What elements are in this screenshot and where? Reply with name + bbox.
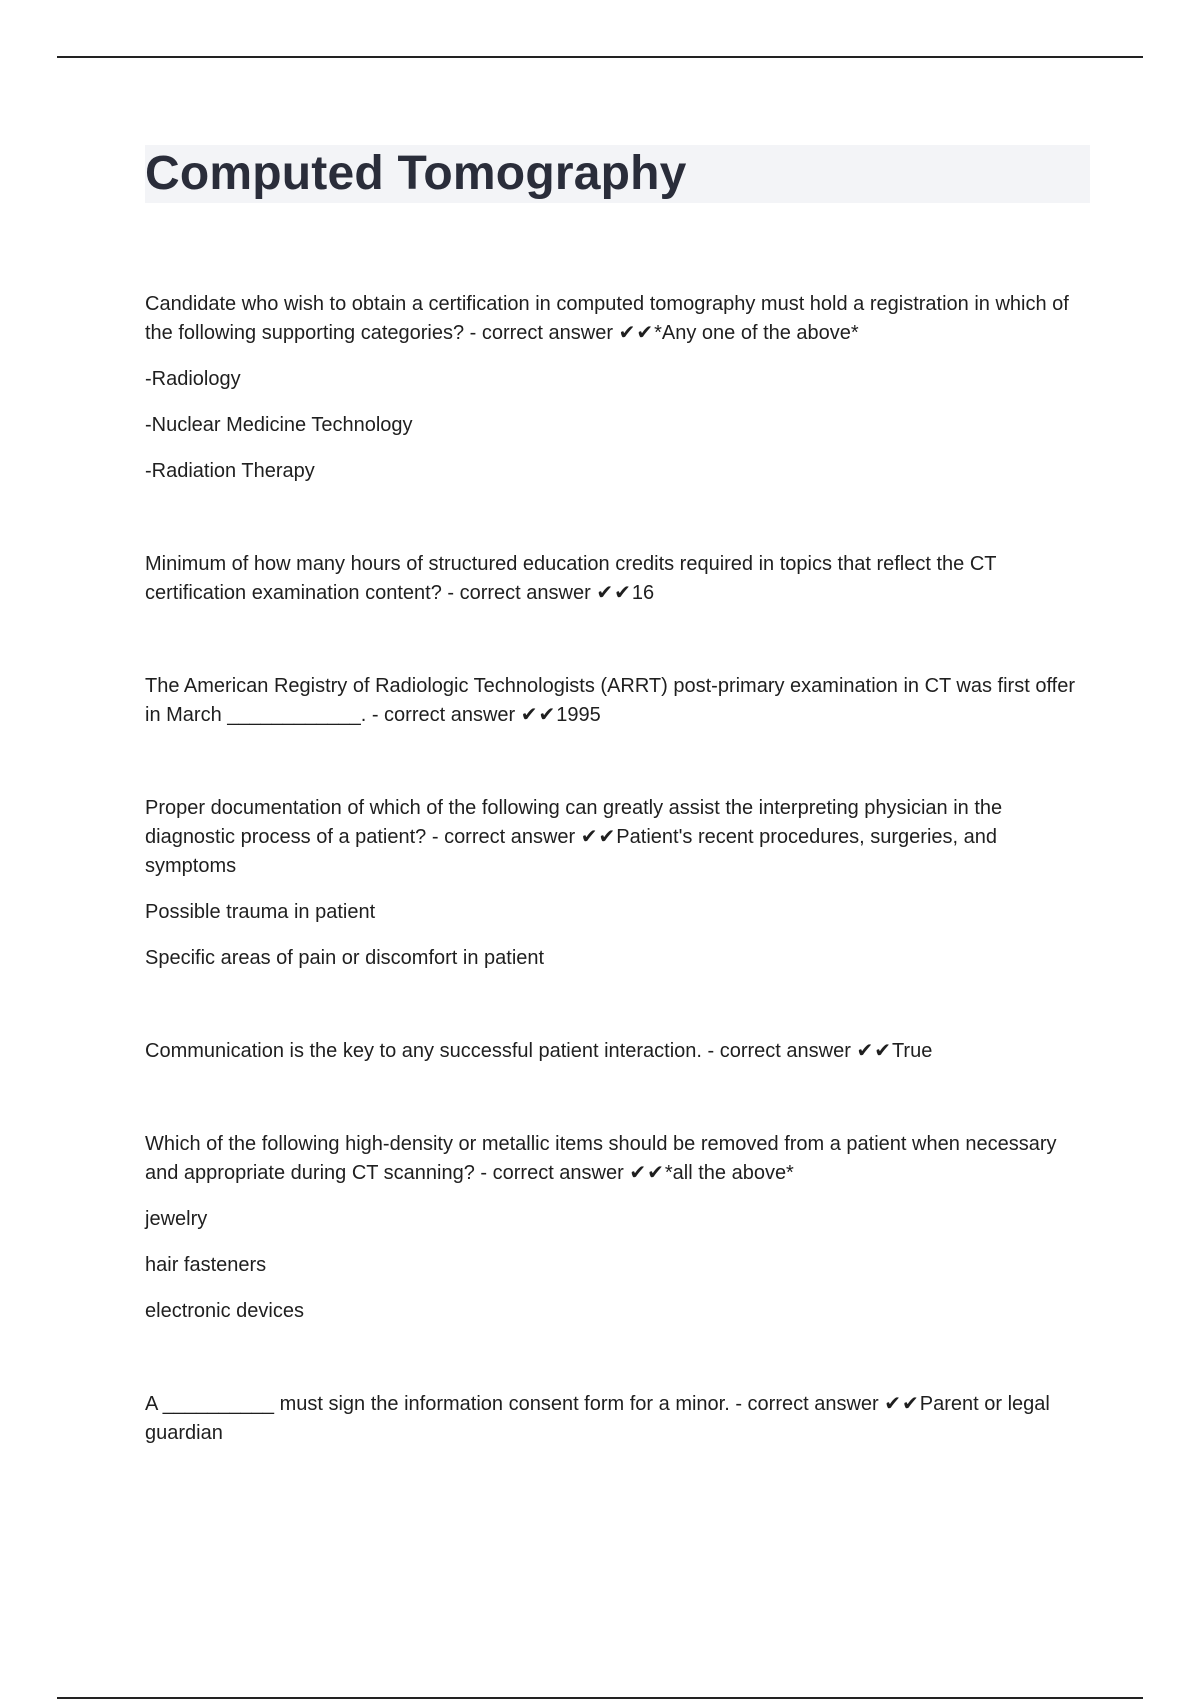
answer-detail: -Radiology bbox=[145, 368, 241, 390]
question: Minimum of how many hours of structured education credits required in topics that reflect the CT certification examination content? - correct answer bbox=[145, 553, 997, 604]
question-text bbox=[145, 1037, 1090, 1066]
answer-detail: -Radiation Therapy bbox=[145, 460, 315, 482]
qa-item bbox=[145, 550, 1090, 608]
answer-detail: Specific areas of pain or discomfort in patient bbox=[145, 947, 545, 969]
qa-item bbox=[145, 1037, 1090, 1066]
question: The American Registry of Radiologic Technologists (ARRT) post-primary examination in CT was first offer in March ____________. - correct answer bbox=[145, 675, 1075, 726]
answer-detail: Possible trauma in patient bbox=[145, 901, 376, 923]
qa-item bbox=[145, 672, 1090, 730]
question-text bbox=[145, 550, 1090, 608]
answer: Parent or legal guardian bbox=[145, 1393, 1050, 1444]
answer-detail: hair fasteners bbox=[145, 1254, 267, 1276]
checkmark-icon: ✔✔ bbox=[629, 1162, 665, 1184]
qa-item bbox=[145, 1390, 1090, 1448]
answer: *all the above* bbox=[664, 1162, 794, 1184]
checkmark-icon: ✔✔ bbox=[580, 826, 617, 848]
checkmark-icon: ✔✔ bbox=[520, 704, 557, 726]
bottom-rule bbox=[57, 1697, 1143, 1699]
answer: True bbox=[891, 1040, 933, 1062]
checkmark-icon: ✔✔ bbox=[618, 322, 655, 344]
checkmark-icon: ✔✔ bbox=[856, 1040, 892, 1062]
answer: Patient's recent procedures, surgeries, and symptoms bbox=[145, 826, 997, 877]
answer: 16 bbox=[631, 582, 655, 604]
answer-detail: electronic devices bbox=[145, 1300, 304, 1322]
question-text bbox=[145, 1130, 1090, 1188]
question-text bbox=[145, 290, 1090, 348]
answer-detail: jewelry bbox=[145, 1208, 208, 1230]
top-rule bbox=[57, 56, 1143, 58]
checkmark-icon: ✔✔ bbox=[596, 582, 632, 604]
question: Communication is the key to any successful patient interaction. - correct answer bbox=[145, 1040, 851, 1062]
question: Which of the following high-density or metallic items should be removed from a patient when necessary and appropriate during CT scanning? - correct answer bbox=[145, 1133, 1057, 1184]
qa-item bbox=[145, 290, 1090, 486]
qa-item bbox=[145, 1130, 1090, 1326]
qa-list bbox=[145, 290, 1090, 1512]
question-text bbox=[145, 794, 1090, 881]
question-text bbox=[145, 1390, 1090, 1448]
answer: *Any one of the above* bbox=[654, 322, 859, 344]
answer-detail: -Nuclear Medicine Technology bbox=[145, 414, 413, 436]
question-text bbox=[145, 672, 1090, 730]
question: Proper documentation of which of the following can greatly assist the interpreting physician in the diagnostic process of a patient? - correct answer bbox=[145, 797, 1003, 848]
checkmark-icon: ✔✔ bbox=[884, 1393, 920, 1415]
answer: 1995 bbox=[556, 704, 601, 726]
page-title: Computed Tomography bbox=[145, 147, 687, 200]
question: Candidate who wish to obtain a certification in computed tomography must hold a registration in which of the following supporting categories? - correct answer bbox=[145, 293, 1069, 344]
question: A __________ must sign the information consent form for a minor. - correct answer bbox=[145, 1393, 879, 1415]
qa-item bbox=[145, 794, 1090, 973]
